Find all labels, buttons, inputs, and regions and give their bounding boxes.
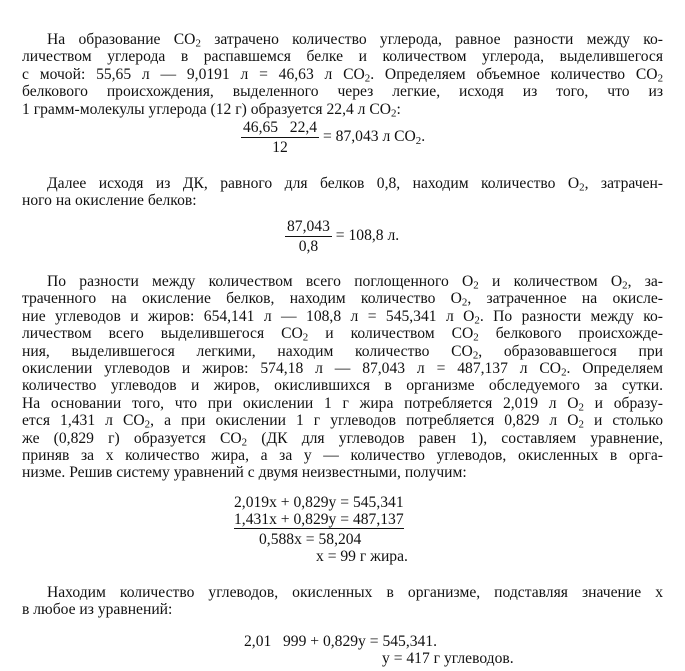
equation-co2-volume [241,119,425,156]
text-segment: личеством углерода в распавшемся белке и количеством углерода, выделившегося [22,48,663,66]
text-segment: . Определяем [566,360,664,378]
text-segment: , образовавшегося при [478,342,663,360]
text-segment: ного на окисление белков: [22,192,197,210]
subscript: 2 [241,436,248,449]
text-segment: , затраченное на окисле- [467,290,663,308]
fraction [241,119,319,156]
text-segment: личеством всего выделившегося CO [22,325,303,343]
subscript: 2 [144,418,151,431]
text-line [22,343,663,360]
numerator: 87,043 [287,218,330,235]
fraction [285,218,332,255]
text-line [22,325,663,342]
text-segment: и количеством O [478,273,623,290]
text-segment: , за- [627,273,663,290]
text-segment: , затрачен- [584,175,664,192]
denominator: 12 [272,139,288,156]
period: . [421,128,426,146]
subscript: 2 [364,72,371,85]
text-segment: Находим количество углеводов, окисленных в организме, подставляя значение x [47,584,663,601]
text-segment: По разности между количеством всего поглощенного O [47,273,474,290]
text-segment: приняв за x количество жира, а за y — количество углеводов, окисленных в орга- [22,447,663,465]
text-segment: . Определяем объемное количество CO [370,65,658,83]
text-line [22,83,663,100]
text-line [22,601,663,618]
paragraph-substitution [22,584,663,619]
text-line [22,273,663,290]
subscript: 2 [657,72,664,85]
text-segment: , а при окислении 1 г углеводов потребляется 0,829 л O [150,412,579,430]
subscript: 2 [472,349,479,362]
text-segment: : [396,100,401,118]
text-line [22,464,663,481]
text-segment: На основании того, что при окислении 1 г жира потребляется 2,019 л O [22,394,579,412]
text-segment: и столько [583,412,663,430]
subscript: 2 [561,366,567,379]
subscript: 2 [415,134,422,147]
system-solution: x = 99 г жира. [316,548,408,565]
subscript: 2 [622,279,628,292]
subscript: 2 [391,107,397,120]
denominator: 0,8 [298,238,319,255]
text-line [22,360,663,377]
subscript: 2 [579,181,585,194]
system-difference: 0,588x = 58,204 [259,531,362,548]
text-segment: ется 1,431 л CO [22,412,145,430]
equation-result: = 108,8 л. [331,227,400,245]
text-segment: в любое из уравнений: [22,601,173,619]
paragraph-dk-proteins [22,175,663,210]
subscript: 2 [578,418,584,431]
text-segment: количество углеводов и жиров, окислившихся в организме обследуемого за сутки. [22,377,663,395]
paragraph-fats-carbs [22,273,663,482]
subscript: 2 [578,401,584,414]
text-segment: 1 грамм-молекулы углерода (12 г) образуется 22,4 л CO [22,100,392,118]
text-segment: окислении углеводов и жиров: 574,18 л — 87,043 л = 487,137 л CO [22,360,562,378]
text-line [22,66,663,83]
subscript: 2 [473,331,479,344]
text-segment: с мочой: 55,65 л — 9,0191 л = 46,63 л CO [22,65,365,83]
text-line [22,412,663,429]
text-segment: На образование CO [47,31,196,48]
subscript: 2 [473,279,479,292]
text-segment: Далее исходя из ДК, равного для белков 0,8, находим количество O [47,175,580,192]
subscript: 2 [474,314,480,327]
equation-system [232,494,450,565]
text-segment: (ДК для углеводов равен 1), составляем уравнение, [247,429,663,447]
equation-carbs [244,633,514,667]
text-line [22,308,663,325]
paragraph-protein-co2 [22,31,663,118]
system-equation-1: 2,019x + 0,829y = 545,341 [234,494,404,511]
text-segment: и образу- [583,394,663,412]
text-line [22,175,663,192]
text-segment: и количеством CO [308,325,474,343]
text-segment: траченного на окисление белков, находим количество O [22,290,462,308]
text-line [22,584,663,601]
subscript: 2 [302,331,309,344]
subscript: 2 [461,297,468,310]
text-segment: ние углеводов и жиров: 654,141 л — 108,8 л = 545,341 л O [22,307,475,325]
system-equation-2: 1,431x + 0,829y = 487,137 [234,511,404,528]
text-line [22,447,663,464]
equation-result: = 87,043 л CO [319,128,416,146]
text-segment: же (0,829 г) образуется CO [22,429,242,447]
text-segment: низме. Решив систему уравнений с двумя неизвестными, получим: [22,464,467,482]
text-segment: ния, выделившегося легкими, находим количество CO [22,342,473,360]
subscript: 2 [195,37,201,50]
equation-o2-proteins [285,218,399,255]
text-line [22,192,663,209]
numerator: 46,65 22,4 [243,119,318,136]
text-line [22,395,663,412]
text-segment: белкового происхожде- [478,325,663,343]
text-line [22,48,663,65]
text-line [22,377,663,394]
text-segment: . По разности между ко- [479,307,663,325]
text-line [22,31,663,48]
text-line [22,101,663,118]
text-segment: затрачено количество углерода, равное разности между ко- [200,31,663,48]
text-segment: белкового происхождения, выделенного через легкие, исходя из того, что из [22,83,663,101]
text-line [22,290,663,310]
substitution-result: y = 417 г углеводов. [382,650,514,667]
substitution-equation: 2,01 999 + 0,829y = 545,341. [244,633,438,650]
text-line [22,430,663,447]
